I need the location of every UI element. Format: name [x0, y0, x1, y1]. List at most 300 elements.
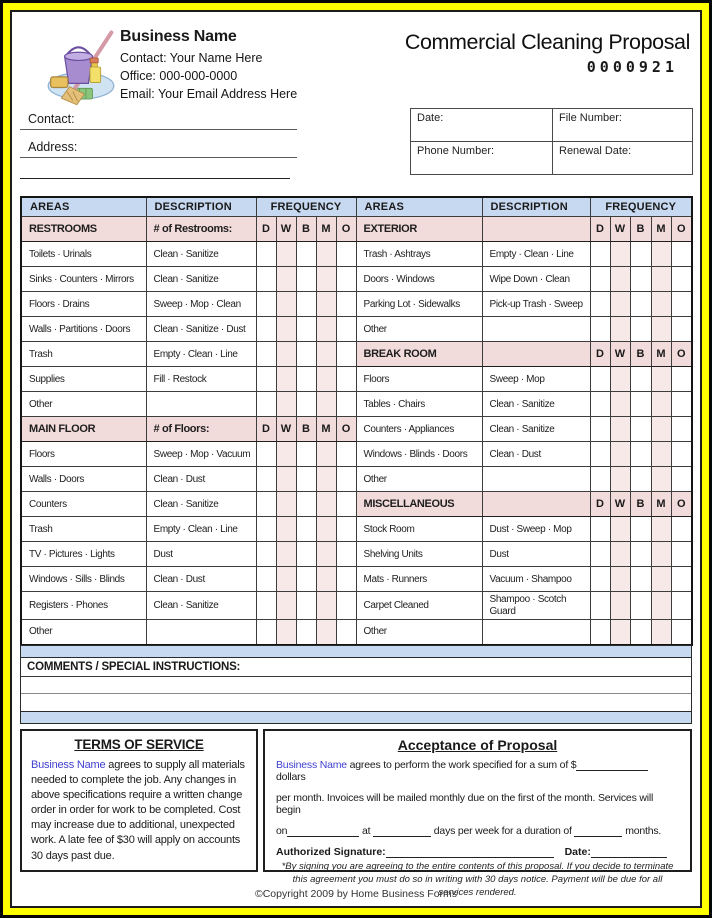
description-cell: Dust — [146, 542, 256, 567]
frequency-checkbox-cell[interactable] — [590, 467, 610, 492]
area-cell: Doors · Windows — [356, 267, 482, 292]
signature-row — [276, 846, 679, 858]
description-cell: Shampoo · Scotch Guard — [482, 592, 590, 620]
frequency-checkbox-cell[interactable] — [336, 467, 356, 492]
description-cell: Clean · Sanitize · Dust — [146, 317, 256, 342]
description-cell: Fill · Restock — [146, 367, 256, 392]
frequency-checkbox-cell[interactable] — [630, 620, 651, 645]
acceptance-line-3 — [276, 825, 679, 837]
frequency-column-header: FREQUENCY — [256, 197, 356, 217]
description-cell: Empty · Clean · Line — [146, 517, 256, 542]
terms-text: agrees to supply all materials needed to complete the job. Any changes in above specifications require a written change order in order for work to be completed. Cost may increase due to additional, unexpected work. A late fee of $30 will apply on accounts 30 days past due. — [31, 758, 245, 862]
frequency-checkbox-cell[interactable] — [671, 467, 692, 492]
frequency-checkbox-cell[interactable] — [590, 592, 610, 620]
description-cell: Dust · Sweep · Mop — [482, 517, 590, 542]
frequency-letter-cell: O — [671, 342, 692, 367]
table-row — [21, 492, 692, 517]
frequency-checkbox-cell[interactable] — [610, 620, 630, 645]
table-header-row — [21, 197, 692, 217]
frequency-checkbox-cell[interactable] — [316, 317, 336, 342]
area-cell: Registers · Phones — [21, 592, 146, 620]
description-cell — [482, 317, 590, 342]
signature-field[interactable] — [386, 847, 554, 858]
sum-amount-field[interactable] — [576, 760, 648, 771]
title-block — [405, 30, 690, 76]
frequency-checkbox-cell[interactable] — [256, 542, 276, 567]
frequency-checkbox-cell[interactable] — [651, 267, 671, 292]
frequency-letter-cell: W — [610, 492, 630, 517]
frequency-checkbox-cell[interactable] — [276, 492, 296, 517]
address-field[interactable]: Address: — [20, 140, 297, 158]
frequency-checkbox-cell[interactable] — [671, 442, 692, 467]
frequency-checkbox-cell[interactable] — [651, 467, 671, 492]
section-title-cell: MAIN FLOOR — [21, 417, 146, 442]
areas-table-wrap — [20, 196, 692, 646]
comments-input-line[interactable] — [21, 677, 691, 694]
description-cell: Clean · Dust — [482, 442, 590, 467]
area-cell: Counters — [21, 492, 146, 517]
frequency-checkbox-cell[interactable] — [276, 242, 296, 267]
frequency-checkbox-cell[interactable] — [590, 442, 610, 467]
description-cell: Vacuum · Shampoo — [482, 567, 590, 592]
frequency-letter-cell: B — [630, 492, 651, 517]
frequency-checkbox-cell[interactable] — [610, 542, 630, 567]
date-label: Date: — [564, 845, 591, 858]
frequency-checkbox-cell[interactable] — [671, 620, 692, 645]
days-per-week-field[interactable] — [373, 826, 431, 837]
frequency-checkbox-cell[interactable] — [630, 467, 651, 492]
area-cell: Carpet Cleaned — [356, 592, 482, 620]
area-cell: Parking Lot · Sidewalks — [356, 292, 482, 317]
frequency-letter-cell: D — [256, 417, 276, 442]
frequency-checkbox-cell[interactable] — [336, 342, 356, 367]
description-cell: Empty · Clean · Line — [146, 342, 256, 367]
frequency-checkbox-cell[interactable] — [651, 367, 671, 392]
frequency-checkbox-cell[interactable] — [296, 292, 316, 317]
frequency-checkbox-cell[interactable] — [276, 542, 296, 567]
table-row — [21, 342, 692, 367]
frequency-checkbox-cell[interactable] — [316, 342, 336, 367]
frequency-letter-cell: O — [336, 217, 356, 242]
table-row — [21, 392, 692, 417]
frequency-letter-cell: O — [671, 217, 692, 242]
frequency-checkbox-cell[interactable] — [610, 267, 630, 292]
description-cell: Pick-up Trash · Sweep — [482, 292, 590, 317]
frequency-checkbox-cell[interactable] — [590, 392, 610, 417]
frequency-checkbox-cell[interactable] — [610, 392, 630, 417]
description-cell — [482, 492, 590, 517]
frequency-checkbox-cell[interactable] — [296, 242, 316, 267]
frequency-checkbox-cell[interactable] — [610, 442, 630, 467]
frequency-checkbox-cell[interactable] — [630, 392, 651, 417]
frequency-checkbox-cell[interactable] — [336, 567, 356, 592]
terms-body — [31, 758, 247, 864]
frequency-checkbox-cell[interactable] — [651, 392, 671, 417]
acceptance-business-name: Business Name — [276, 758, 347, 771]
file-number-field[interactable]: File Number: — [553, 109, 692, 142]
frequency-checkbox-cell[interactable] — [590, 567, 610, 592]
section-title-cell: RESTROOMS — [21, 217, 146, 242]
description-cell — [482, 620, 590, 645]
frequency-checkbox-cell[interactable] — [296, 442, 316, 467]
frequency-checkbox-cell[interactable] — [296, 567, 316, 592]
duration-months-field[interactable] — [574, 826, 622, 837]
frequency-checkbox-cell[interactable] — [610, 467, 630, 492]
frequency-checkbox-cell[interactable] — [610, 567, 630, 592]
frequency-checkbox-cell[interactable] — [630, 267, 651, 292]
frequency-checkbox-cell[interactable] — [336, 367, 356, 392]
frequency-checkbox-cell[interactable] — [296, 467, 316, 492]
frequency-checkbox-cell[interactable] — [590, 242, 610, 267]
area-cell: Other — [356, 317, 482, 342]
table-row — [21, 317, 692, 342]
area-cell: TV · Pictures · Lights — [21, 542, 146, 567]
frequency-checkbox-cell[interactable] — [316, 392, 336, 417]
frequency-letter-cell: M — [316, 417, 336, 442]
table-row — [21, 542, 692, 567]
frequency-checkbox-cell[interactable] — [256, 292, 276, 317]
area-cell: Sinks · Counters · Mirrors — [21, 267, 146, 292]
description-cell: Wipe Down · Clean — [482, 267, 590, 292]
frequency-checkbox-cell[interactable] — [316, 267, 336, 292]
frequency-checkbox-cell[interactable] — [316, 542, 336, 567]
business-info-block — [120, 28, 297, 103]
table-row — [21, 217, 692, 242]
acceptance-line-1 — [276, 759, 679, 783]
frequency-checkbox-cell[interactable] — [671, 592, 692, 620]
frequency-checkbox-cell[interactable] — [671, 392, 692, 417]
frequency-checkbox-cell[interactable] — [296, 267, 316, 292]
area-cell: Mats · Runners — [356, 567, 482, 592]
frequency-column-header: FREQUENCY — [590, 197, 692, 217]
frequency-checkbox-cell[interactable] — [651, 242, 671, 267]
frequency-checkbox-cell[interactable] — [651, 542, 671, 567]
frequency-checkbox-cell[interactable] — [256, 567, 276, 592]
area-cell: Walls · Doors — [21, 467, 146, 492]
table-row — [21, 567, 692, 592]
section-title-cell: BREAK ROOM — [356, 342, 482, 367]
description-cell: Clean · Sanitize — [482, 392, 590, 417]
frequency-checkbox-cell[interactable] — [296, 342, 316, 367]
area-cell: Shelving Units — [356, 542, 482, 567]
frequency-checkbox-cell[interactable] — [671, 567, 692, 592]
frequency-checkbox-cell[interactable] — [651, 592, 671, 620]
frequency-checkbox-cell[interactable] — [296, 367, 316, 392]
terms-of-service-box — [20, 729, 258, 872]
area-cell: Trash — [21, 517, 146, 542]
frequency-checkbox-cell[interactable] — [630, 292, 651, 317]
frequency-checkbox-cell[interactable] — [610, 292, 630, 317]
frequency-checkbox-cell[interactable] — [276, 267, 296, 292]
frequency-checkbox-cell[interactable] — [256, 517, 276, 542]
acceptance-on-text: on — [276, 824, 288, 837]
frequency-checkbox-cell[interactable] — [316, 442, 336, 467]
frequency-checkbox-cell[interactable] — [671, 542, 692, 567]
area-cell: Other — [21, 620, 146, 645]
description-cell: Clean · Sanitize — [482, 417, 590, 442]
frequency-checkbox-cell[interactable] — [651, 567, 671, 592]
frequency-checkbox-cell[interactable] — [671, 292, 692, 317]
frequency-checkbox-cell[interactable] — [590, 267, 610, 292]
frequency-checkbox-cell[interactable] — [671, 367, 692, 392]
frequency-letter-cell: O — [336, 417, 356, 442]
frequency-checkbox-cell[interactable] — [296, 620, 316, 645]
frequency-checkbox-cell[interactable] — [316, 592, 336, 620]
frequency-letter-cell: D — [590, 342, 610, 367]
frequency-checkbox-cell[interactable] — [336, 542, 356, 567]
frequency-letter-cell: M — [316, 217, 336, 242]
frequency-checkbox-cell[interactable] — [336, 267, 356, 292]
frequency-checkbox-cell[interactable] — [316, 467, 336, 492]
frequency-checkbox-cell[interactable] — [630, 242, 651, 267]
signature-date-field[interactable] — [591, 847, 667, 858]
frequency-checkbox-cell[interactable] — [256, 492, 276, 517]
business-contact-line: Contact: Your Name Here — [120, 51, 263, 65]
frequency-checkbox-cell[interactable] — [276, 567, 296, 592]
area-cell: Other — [356, 467, 482, 492]
frequency-checkbox-cell[interactable] — [276, 592, 296, 620]
signature-label: Authorized Signature: — [276, 845, 386, 858]
frequency-checkbox-cell[interactable] — [590, 620, 610, 645]
description-cell — [146, 620, 256, 645]
frequency-checkbox-cell[interactable] — [336, 517, 356, 542]
description-cell: Clean · Sanitize — [146, 492, 256, 517]
frequency-checkbox-cell[interactable] — [276, 517, 296, 542]
frequency-checkbox-cell[interactable] — [651, 317, 671, 342]
frequency-checkbox-cell[interactable] — [610, 367, 630, 392]
frequency-checkbox-cell[interactable] — [630, 417, 651, 442]
frequency-checkbox-cell[interactable] — [296, 517, 316, 542]
frequency-checkbox-cell[interactable] — [651, 417, 671, 442]
areas-column-header: AREAS — [356, 197, 482, 217]
frequency-letter-cell: D — [590, 217, 610, 242]
acceptance-heading: Acceptance of Proposal — [397, 736, 558, 753]
frequency-letter-cell: M — [651, 342, 671, 367]
frequency-letter-cell: O — [671, 492, 692, 517]
frequency-letter-cell: M — [651, 217, 671, 242]
frequency-checkbox-cell[interactable] — [590, 367, 610, 392]
frequency-checkbox-cell[interactable] — [336, 242, 356, 267]
table-row — [21, 592, 692, 620]
frequency-checkbox-cell[interactable] — [630, 442, 651, 467]
frequency-checkbox-cell[interactable] — [256, 592, 276, 620]
areas-column-header: AREAS — [21, 197, 146, 217]
area-cell: Floors — [21, 442, 146, 467]
fine-print: *By signing you are agreeing to the entire contents of this proposal. If you decide to terminate this agreement you must do so in writing with 30 days notice. Payment will be due for all services rendered. — [281, 860, 674, 899]
frequency-checkbox-cell[interactable] — [630, 317, 651, 342]
frequency-checkbox-cell[interactable] — [590, 542, 610, 567]
frequency-checkbox-cell[interactable] — [671, 317, 692, 342]
frequency-checkbox-cell[interactable] — [671, 267, 692, 292]
terms-heading: TERMS OF SERVICE — [74, 736, 204, 752]
table-row — [21, 242, 692, 267]
proposal-number: 0000921 — [586, 58, 678, 76]
frequency-checkbox-cell[interactable] — [651, 517, 671, 542]
description-cell — [482, 342, 590, 367]
document-title: Commercial Cleaning Proposal — [404, 30, 690, 54]
frequency-letter-cell: W — [276, 217, 296, 242]
description-column-header: DESCRIPTION — [482, 197, 590, 217]
yellow-border — [3, 3, 709, 915]
frequency-checkbox-cell[interactable] — [276, 467, 296, 492]
area-cell: Other — [356, 620, 482, 645]
business-name: Business Name — [120, 28, 237, 45]
table-row — [21, 367, 692, 392]
frequency-checkbox-cell[interactable] — [590, 317, 610, 342]
description-cell: Clean · Sanitize — [146, 267, 256, 292]
address-field-line2[interactable] — [20, 168, 290, 179]
comments-input-line[interactable] — [21, 694, 691, 711]
frequency-checkbox-cell[interactable] — [630, 592, 651, 620]
frequency-checkbox-cell[interactable] — [256, 267, 276, 292]
description-cell — [146, 392, 256, 417]
frequency-checkbox-cell[interactable] — [671, 242, 692, 267]
description-cell: # of Floors: — [146, 417, 256, 442]
frequency-checkbox-cell[interactable] — [651, 292, 671, 317]
frequency-checkbox-cell[interactable] — [316, 292, 336, 317]
frequency-checkbox-cell[interactable] — [296, 317, 316, 342]
section-title-cell: EXTERIOR — [356, 217, 482, 242]
frequency-checkbox-cell[interactable] — [256, 317, 276, 342]
frequency-checkbox-cell[interactable] — [276, 317, 296, 342]
frequency-checkbox-cell[interactable] — [671, 417, 692, 442]
description-cell: Clean · Dust — [146, 467, 256, 492]
comments-label: COMMENTS / SPECIAL INSTRUCTIONS: — [21, 658, 691, 677]
frequency-checkbox-cell[interactable] — [651, 620, 671, 645]
frequency-checkbox-cell[interactable] — [610, 417, 630, 442]
frequency-checkbox-cell[interactable] — [256, 342, 276, 367]
frequency-checkbox-cell[interactable] — [316, 492, 336, 517]
frequency-letter-cell: M — [651, 492, 671, 517]
proposal-form — [10, 10, 702, 908]
frequency-checkbox-cell[interactable] — [316, 367, 336, 392]
frequency-checkbox-cell[interactable] — [336, 292, 356, 317]
acceptance-months-text: months. — [622, 824, 662, 837]
table-row — [21, 517, 692, 542]
frequency-checkbox-cell[interactable] — [276, 342, 296, 367]
frequency-checkbox-cell[interactable] — [336, 442, 356, 467]
table-row — [21, 442, 692, 467]
description-cell: Clean · Sanitize — [146, 592, 256, 620]
frequency-checkbox-cell[interactable] — [296, 542, 316, 567]
frequency-letter-cell: B — [630, 217, 651, 242]
start-date-field[interactable] — [287, 826, 359, 837]
areas-table — [20, 196, 693, 646]
frequency-checkbox-cell[interactable] — [590, 517, 610, 542]
frequency-checkbox-cell[interactable] — [296, 592, 316, 620]
table-row — [21, 267, 692, 292]
frequency-checkbox-cell[interactable] — [590, 417, 610, 442]
frequency-checkbox-cell[interactable] — [610, 317, 630, 342]
table-row — [21, 467, 692, 492]
divider-strip — [20, 711, 692, 724]
info-box — [410, 108, 693, 175]
business-email-line: Email: Your Email Address Here — [120, 87, 298, 102]
frequency-checkbox-cell[interactable] — [336, 392, 356, 417]
area-cell: Windows · Blinds · Doors — [356, 442, 482, 467]
acceptance-duration-text: days per week for a duration of — [431, 824, 575, 837]
frequency-letter-cell: B — [630, 342, 651, 367]
frequency-checkbox-cell[interactable] — [316, 517, 336, 542]
section-title-cell: MISCELLANEOUS — [356, 492, 482, 517]
frequency-checkbox-cell[interactable] — [630, 542, 651, 567]
frequency-checkbox-cell[interactable] — [610, 242, 630, 267]
frequency-checkbox-cell[interactable] — [336, 620, 356, 645]
renewal-date-field[interactable]: Renewal Date: — [559, 145, 632, 157]
frequency-checkbox-cell[interactable] — [651, 442, 671, 467]
frequency-checkbox-cell[interactable] — [610, 592, 630, 620]
frequency-checkbox-cell[interactable] — [316, 620, 336, 645]
area-cell: Supplies — [21, 367, 146, 392]
description-column-header: DESCRIPTION — [146, 197, 256, 217]
frequency-checkbox-cell[interactable] — [256, 467, 276, 492]
phone-number-field[interactable]: Phone Number: — [411, 142, 553, 174]
frequency-checkbox-cell[interactable] — [336, 492, 356, 517]
table-row — [21, 292, 692, 317]
description-cell: Empty · Clean · Line — [482, 242, 590, 267]
frequency-letter-cell: B — [296, 217, 316, 242]
frequency-letter-cell: B — [296, 417, 316, 442]
area-cell: Walls · Partitions · Doors — [21, 317, 146, 342]
frequency-checkbox-cell[interactable] — [296, 492, 316, 517]
area-cell: Tables · Chairs — [356, 392, 482, 417]
frequency-checkbox-cell[interactable] — [276, 292, 296, 317]
description-cell: Sweep · Mop · Clean — [146, 292, 256, 317]
frequency-checkbox-cell[interactable] — [276, 367, 296, 392]
area-cell: Toilets · Urinals — [21, 242, 146, 267]
terms-business-name: Business Name — [31, 758, 106, 771]
frequency-checkbox-cell[interactable] — [276, 392, 296, 417]
area-cell: Stock Room — [356, 517, 482, 542]
frequency-checkbox-cell[interactable] — [630, 567, 651, 592]
frequency-checkbox-cell[interactable] — [316, 242, 336, 267]
date-field[interactable]: Date: — [411, 109, 553, 142]
form-header — [12, 24, 700, 108]
frequency-letter-cell: W — [610, 217, 630, 242]
description-cell: Clean · Dust — [146, 567, 256, 592]
frequency-checkbox-cell[interactable] — [276, 620, 296, 645]
area-cell: Trash — [21, 342, 146, 367]
frequency-checkbox-cell[interactable] — [256, 367, 276, 392]
frequency-checkbox-cell[interactable] — [296, 392, 316, 417]
frequency-checkbox-cell[interactable] — [256, 620, 276, 645]
acceptance-sum-text: agrees to perform the work specified for a sum of $ — [346, 758, 577, 771]
cleaning-supplies-logo-image — [40, 26, 122, 108]
contact-field[interactable]: Contact: — [20, 112, 297, 130]
frequency-checkbox-cell[interactable] — [630, 367, 651, 392]
frequency-letter-cell: D — [590, 492, 610, 517]
frequency-checkbox-cell[interactable] — [630, 517, 651, 542]
comments-section — [20, 657, 692, 712]
copyright-text: ©Copyright 2009 by Home Business Forms — [254, 887, 458, 900]
frequency-checkbox-cell[interactable] — [610, 517, 630, 542]
frequency-checkbox-cell[interactable] — [276, 442, 296, 467]
frequency-checkbox-cell[interactable] — [316, 567, 336, 592]
frequency-checkbox-cell[interactable] — [256, 442, 276, 467]
frequency-checkbox-cell[interactable] — [256, 392, 276, 417]
acceptance-line-2: per month. Invoices will be mailed monthly due on the first of the month. Services will begin — [276, 791, 654, 816]
frequency-checkbox-cell[interactable] — [336, 317, 356, 342]
areas-table-body — [21, 217, 692, 645]
frequency-checkbox-cell[interactable] — [590, 292, 610, 317]
table-row — [21, 620, 692, 645]
frequency-checkbox-cell[interactable] — [336, 592, 356, 620]
frequency-checkbox-cell[interactable] — [256, 242, 276, 267]
frequency-checkbox-cell[interactable] — [671, 517, 692, 542]
description-cell — [482, 217, 590, 242]
description-cell — [482, 467, 590, 492]
acceptance-dollars-text: dollars — [276, 770, 306, 783]
